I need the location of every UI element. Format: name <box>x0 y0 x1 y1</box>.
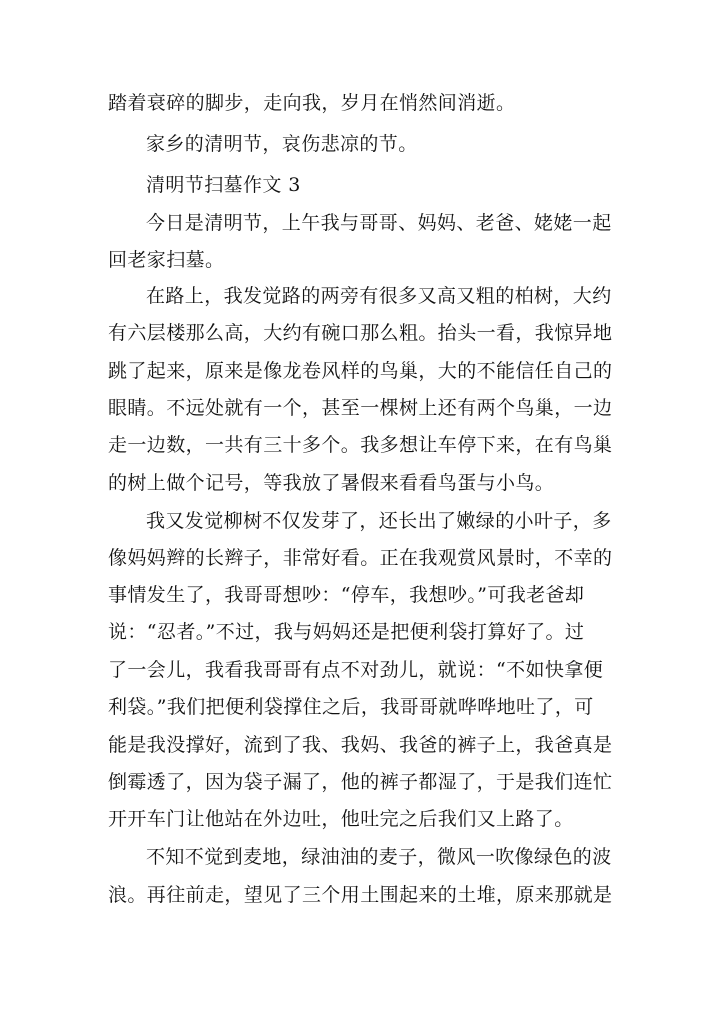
text-line: 不知不觉到麦地，绿油油的麦子，微风一吹像绿色的波 <box>146 846 612 868</box>
text-line: 今日是清明节，上午我与哥哥、妈妈、老爸、姥姥一起 <box>146 212 612 234</box>
text-line: 在路上，我发觉路的两旁有很多又高又粗的柏树，大约 <box>146 285 612 307</box>
text-line: 回老家扫墓。 <box>108 249 225 271</box>
text-line: 踏着衰碎的脚步，走向我，岁月在悄然间消逝。 <box>108 92 516 114</box>
text-line: 事情发生了，我哥哥想吵：“停车，我想吵。”可我老爸却 <box>108 584 585 606</box>
text-line: 我又发觉柳树不仅发芽了，还长出了嫩绿的小叶子，多 <box>146 510 612 532</box>
section-heading: 清明节扫墓作文 3 <box>146 174 301 196</box>
text-line: 说：“忍者。”不过，我与妈妈还是把便利袋打算好了。过 <box>108 621 585 643</box>
text-line: 了一会儿，我看我哥哥有点不对劲儿，就说：“不如快拿便 <box>108 659 604 681</box>
text-line: 眼睛。不远处就有一个，甚至一棵树上还有两个鸟巢，一边 <box>108 397 613 419</box>
text-line: 能是我没撑好，流到了我、我妈、我爸的裤子上，我爸真是 <box>108 734 613 756</box>
text-line: 像妈妈辫的长辫子，非常好看。正在我观赏风景时，不幸的 <box>108 547 613 569</box>
text-line: 走一边数，一共有三十多个。我多想让车停下来，在有鸟巢 <box>108 434 613 456</box>
text-line: 的树上做个记号，等我放了暑假来看看鸟蛋与小鸟。 <box>108 472 555 494</box>
text-line: 倒霉透了，因为袋子漏了，他的裤子都湿了，于是我们连忙 <box>108 771 613 793</box>
text-line: 利袋。”我们把便利袋撑住之后，我哥哥就哗哗地吐了，可 <box>108 696 594 718</box>
text-line: 跳了起来，原来是像龙卷风样的鸟巢，大的不能信任自己的 <box>108 360 613 382</box>
text-line: 有六层楼那么高，大约有碗口那么粗。抬头一看，我惊异地 <box>108 322 613 344</box>
text-line: 浪。再往前走，望见了三个用土围起来的土堆，原来那就是 <box>108 884 613 906</box>
text-line: 家乡的清明节，哀伤悲凉的节。 <box>146 133 418 155</box>
text-line: 开开车门让他站在外边吐，他吐完之后我们又上路了。 <box>108 808 574 830</box>
